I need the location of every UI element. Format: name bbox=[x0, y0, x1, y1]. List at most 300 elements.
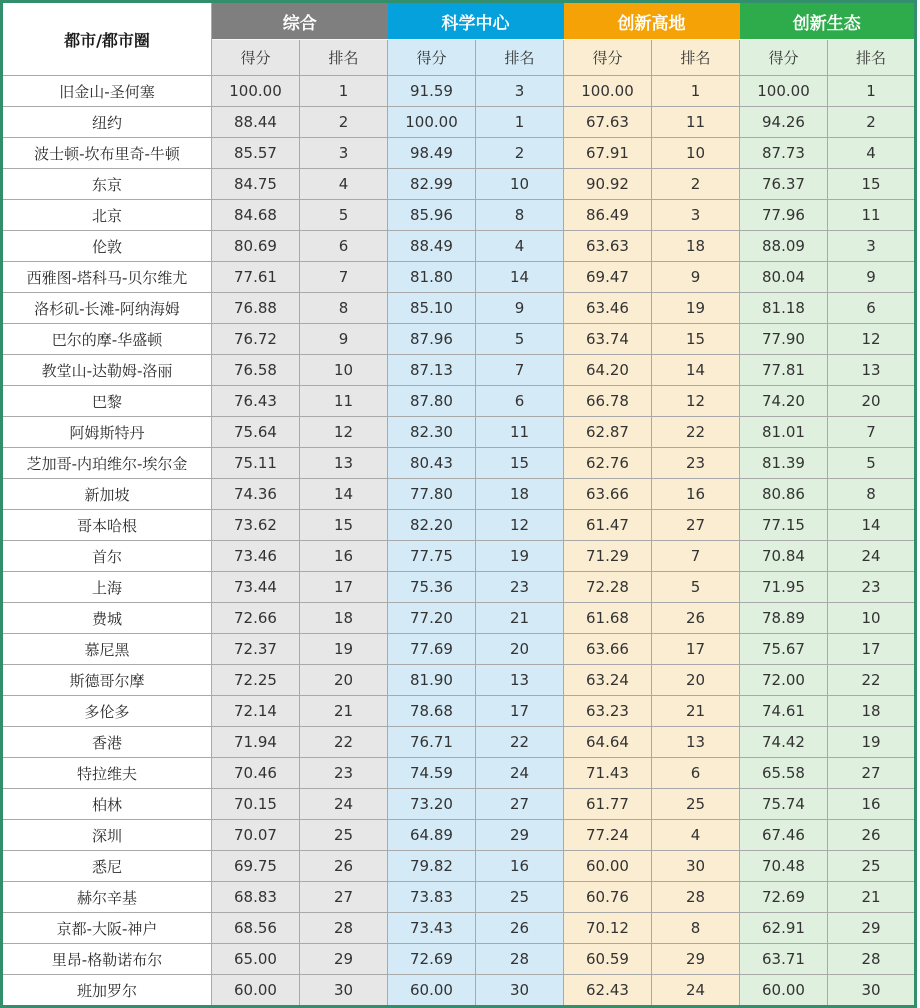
score-cell: 75.11 bbox=[212, 448, 300, 479]
score-cell: 73.62 bbox=[212, 510, 300, 541]
rank-cell: 18 bbox=[828, 696, 916, 727]
rank-cell: 4 bbox=[652, 820, 740, 851]
rank-cell: 11 bbox=[828, 200, 916, 231]
table-row bbox=[2, 417, 916, 448]
rank-cell: 12 bbox=[300, 417, 388, 448]
rank-cell: 17 bbox=[476, 696, 564, 727]
table-row bbox=[2, 603, 916, 634]
score-cell: 76.72 bbox=[212, 324, 300, 355]
score-cell: 98.49 bbox=[388, 138, 476, 169]
table-row bbox=[2, 975, 916, 1007]
score-cell: 91.59 bbox=[388, 76, 476, 107]
corner-header: 都市/都市圈 bbox=[2, 2, 212, 76]
score-cell: 60.76 bbox=[564, 882, 652, 913]
score-cell: 72.69 bbox=[388, 944, 476, 975]
score-cell: 62.43 bbox=[564, 975, 652, 1007]
score-cell: 76.37 bbox=[740, 169, 828, 200]
rank-cell: 25 bbox=[300, 820, 388, 851]
rank-cell: 9 bbox=[476, 293, 564, 324]
rank-cell: 13 bbox=[652, 727, 740, 758]
score-cell: 67.63 bbox=[564, 107, 652, 138]
score-cell: 76.88 bbox=[212, 293, 300, 324]
rank-cell: 7 bbox=[652, 541, 740, 572]
city-cell: 费城 bbox=[2, 603, 212, 634]
table-body bbox=[2, 76, 916, 1007]
subheader-rank: 排名 bbox=[476, 40, 564, 76]
score-cell: 84.75 bbox=[212, 169, 300, 200]
score-cell: 78.89 bbox=[740, 603, 828, 634]
table-row bbox=[2, 107, 916, 138]
score-cell: 72.37 bbox=[212, 634, 300, 665]
rank-cell: 30 bbox=[300, 975, 388, 1007]
score-cell: 63.46 bbox=[564, 293, 652, 324]
rank-cell: 3 bbox=[300, 138, 388, 169]
rank-cell: 29 bbox=[476, 820, 564, 851]
score-cell: 80.86 bbox=[740, 479, 828, 510]
table-row bbox=[2, 789, 916, 820]
subheader-score: 得分 bbox=[388, 40, 476, 76]
rank-cell: 8 bbox=[828, 479, 916, 510]
rank-cell: 9 bbox=[828, 262, 916, 293]
table-row bbox=[2, 851, 916, 882]
score-cell: 74.59 bbox=[388, 758, 476, 789]
rank-cell: 29 bbox=[300, 944, 388, 975]
rank-cell: 18 bbox=[652, 231, 740, 262]
score-cell: 87.73 bbox=[740, 138, 828, 169]
table-row bbox=[2, 944, 916, 975]
score-cell: 69.75 bbox=[212, 851, 300, 882]
score-cell: 60.00 bbox=[212, 975, 300, 1007]
rank-cell: 24 bbox=[828, 541, 916, 572]
score-cell: 85.57 bbox=[212, 138, 300, 169]
rank-cell: 3 bbox=[828, 231, 916, 262]
subheader-rank: 排名 bbox=[652, 40, 740, 76]
rank-cell: 20 bbox=[300, 665, 388, 696]
rank-cell: 16 bbox=[652, 479, 740, 510]
score-cell: 77.20 bbox=[388, 603, 476, 634]
score-cell: 77.90 bbox=[740, 324, 828, 355]
rank-cell: 16 bbox=[476, 851, 564, 882]
score-cell: 76.71 bbox=[388, 727, 476, 758]
rank-cell: 23 bbox=[652, 448, 740, 479]
score-cell: 63.74 bbox=[564, 324, 652, 355]
score-cell: 69.47 bbox=[564, 262, 652, 293]
rank-cell: 27 bbox=[828, 758, 916, 789]
score-cell: 73.44 bbox=[212, 572, 300, 603]
table-row bbox=[2, 200, 916, 231]
city-cell: 京都-大阪-神户 bbox=[2, 913, 212, 944]
score-cell: 66.78 bbox=[564, 386, 652, 417]
city-cell: 西雅图-塔科马-贝尔维尤 bbox=[2, 262, 212, 293]
rank-cell: 27 bbox=[476, 789, 564, 820]
rank-cell: 28 bbox=[300, 913, 388, 944]
rank-cell: 9 bbox=[300, 324, 388, 355]
score-cell: 64.20 bbox=[564, 355, 652, 386]
score-cell: 61.77 bbox=[564, 789, 652, 820]
score-cell: 74.36 bbox=[212, 479, 300, 510]
rank-cell: 8 bbox=[300, 293, 388, 324]
rank-cell: 16 bbox=[828, 789, 916, 820]
rank-cell: 10 bbox=[300, 355, 388, 386]
score-cell: 72.28 bbox=[564, 572, 652, 603]
rank-cell: 30 bbox=[476, 975, 564, 1007]
rank-cell: 5 bbox=[300, 200, 388, 231]
rank-cell: 5 bbox=[476, 324, 564, 355]
table-row bbox=[2, 262, 916, 293]
score-cell: 60.00 bbox=[388, 975, 476, 1007]
rank-cell: 11 bbox=[300, 386, 388, 417]
table-row bbox=[2, 541, 916, 572]
score-cell: 88.49 bbox=[388, 231, 476, 262]
rank-cell: 4 bbox=[828, 138, 916, 169]
rank-cell: 22 bbox=[476, 727, 564, 758]
score-cell: 88.09 bbox=[740, 231, 828, 262]
rank-cell: 10 bbox=[828, 603, 916, 634]
rank-cell: 5 bbox=[652, 572, 740, 603]
rank-cell: 25 bbox=[476, 882, 564, 913]
rank-cell: 22 bbox=[652, 417, 740, 448]
score-cell: 82.30 bbox=[388, 417, 476, 448]
score-cell: 77.24 bbox=[564, 820, 652, 851]
score-cell: 80.04 bbox=[740, 262, 828, 293]
score-cell: 90.92 bbox=[564, 169, 652, 200]
score-cell: 77.80 bbox=[388, 479, 476, 510]
rank-cell: 19 bbox=[828, 727, 916, 758]
score-cell: 94.26 bbox=[740, 107, 828, 138]
rank-cell: 27 bbox=[300, 882, 388, 913]
subheader-score: 得分 bbox=[564, 40, 652, 76]
city-cell: 香港 bbox=[2, 727, 212, 758]
score-cell: 77.69 bbox=[388, 634, 476, 665]
city-cell: 里昂-格勒诺布尔 bbox=[2, 944, 212, 975]
group-header-science-center: 科学中心 bbox=[388, 2, 564, 40]
score-cell: 81.90 bbox=[388, 665, 476, 696]
score-cell: 84.68 bbox=[212, 200, 300, 231]
city-cell: 赫尔辛基 bbox=[2, 882, 212, 913]
table-row bbox=[2, 510, 916, 541]
table-row bbox=[2, 386, 916, 417]
rank-cell: 30 bbox=[828, 975, 916, 1007]
rank-cell: 1 bbox=[652, 76, 740, 107]
city-cell: 伦敦 bbox=[2, 231, 212, 262]
score-cell: 65.00 bbox=[212, 944, 300, 975]
city-cell: 芝加哥-内珀维尔-埃尔金 bbox=[2, 448, 212, 479]
score-cell: 70.15 bbox=[212, 789, 300, 820]
score-cell: 67.46 bbox=[740, 820, 828, 851]
city-cell: 波士顿-坎布里奇-牛顿 bbox=[2, 138, 212, 169]
table-row bbox=[2, 758, 916, 789]
rank-cell: 24 bbox=[476, 758, 564, 789]
city-cell: 东京 bbox=[2, 169, 212, 200]
rank-cell: 7 bbox=[476, 355, 564, 386]
rank-cell: 6 bbox=[652, 758, 740, 789]
city-cell: 斯德哥尔摩 bbox=[2, 665, 212, 696]
city-cell: 阿姆斯特丹 bbox=[2, 417, 212, 448]
table-row bbox=[2, 138, 916, 169]
rank-cell: 13 bbox=[476, 665, 564, 696]
city-cell: 悉尼 bbox=[2, 851, 212, 882]
score-cell: 77.15 bbox=[740, 510, 828, 541]
score-cell: 63.66 bbox=[564, 634, 652, 665]
rank-cell: 25 bbox=[652, 789, 740, 820]
score-cell: 85.10 bbox=[388, 293, 476, 324]
score-cell: 70.07 bbox=[212, 820, 300, 851]
rank-cell: 15 bbox=[300, 510, 388, 541]
score-cell: 74.61 bbox=[740, 696, 828, 727]
score-cell: 67.91 bbox=[564, 138, 652, 169]
city-cell: 纽约 bbox=[2, 107, 212, 138]
score-cell: 72.00 bbox=[740, 665, 828, 696]
rank-cell: 18 bbox=[476, 479, 564, 510]
score-cell: 82.20 bbox=[388, 510, 476, 541]
score-cell: 73.20 bbox=[388, 789, 476, 820]
rank-cell: 28 bbox=[828, 944, 916, 975]
score-cell: 78.68 bbox=[388, 696, 476, 727]
city-cell: 哥本哈根 bbox=[2, 510, 212, 541]
score-cell: 60.00 bbox=[740, 975, 828, 1007]
rank-cell: 26 bbox=[652, 603, 740, 634]
rank-cell: 24 bbox=[300, 789, 388, 820]
city-cell: 柏林 bbox=[2, 789, 212, 820]
rank-cell: 9 bbox=[652, 262, 740, 293]
rank-cell: 2 bbox=[300, 107, 388, 138]
rank-cell: 29 bbox=[828, 913, 916, 944]
score-cell: 62.76 bbox=[564, 448, 652, 479]
score-cell: 86.49 bbox=[564, 200, 652, 231]
table-row bbox=[2, 355, 916, 386]
rank-cell: 19 bbox=[300, 634, 388, 665]
score-cell: 74.20 bbox=[740, 386, 828, 417]
score-cell: 75.67 bbox=[740, 634, 828, 665]
score-cell: 60.00 bbox=[564, 851, 652, 882]
rank-cell: 6 bbox=[300, 231, 388, 262]
city-cell: 巴尔的摩-华盛顿 bbox=[2, 324, 212, 355]
table-row bbox=[2, 665, 916, 696]
table-header bbox=[2, 2, 916, 76]
rank-cell: 4 bbox=[300, 169, 388, 200]
score-cell: 68.83 bbox=[212, 882, 300, 913]
score-cell: 64.89 bbox=[388, 820, 476, 851]
table-row bbox=[2, 913, 916, 944]
table-row bbox=[2, 448, 916, 479]
score-cell: 72.14 bbox=[212, 696, 300, 727]
rank-cell: 26 bbox=[828, 820, 916, 851]
score-cell: 80.69 bbox=[212, 231, 300, 262]
score-cell: 76.43 bbox=[212, 386, 300, 417]
rank-cell: 22 bbox=[300, 727, 388, 758]
rank-cell: 3 bbox=[476, 76, 564, 107]
score-cell: 75.64 bbox=[212, 417, 300, 448]
rank-cell: 28 bbox=[476, 944, 564, 975]
rank-cell: 14 bbox=[828, 510, 916, 541]
score-cell: 71.43 bbox=[564, 758, 652, 789]
city-cell: 慕尼黑 bbox=[2, 634, 212, 665]
rank-cell: 1 bbox=[476, 107, 564, 138]
city-cell: 新加坡 bbox=[2, 479, 212, 510]
table-row bbox=[2, 324, 916, 355]
score-cell: 100.00 bbox=[564, 76, 652, 107]
rank-cell: 2 bbox=[652, 169, 740, 200]
rank-cell: 6 bbox=[476, 386, 564, 417]
rank-cell: 15 bbox=[828, 169, 916, 200]
subheader-rank: 排名 bbox=[828, 40, 916, 76]
rank-cell: 19 bbox=[652, 293, 740, 324]
score-cell: 62.91 bbox=[740, 913, 828, 944]
rank-cell: 11 bbox=[652, 107, 740, 138]
score-cell: 70.46 bbox=[212, 758, 300, 789]
table-row bbox=[2, 572, 916, 603]
table-row bbox=[2, 696, 916, 727]
table-row bbox=[2, 76, 916, 107]
group-header-comprehensive: 综合 bbox=[212, 2, 388, 40]
table-row bbox=[2, 293, 916, 324]
rank-cell: 15 bbox=[476, 448, 564, 479]
city-cell: 班加罗尔 bbox=[2, 975, 212, 1007]
table-row bbox=[2, 820, 916, 851]
score-cell: 77.96 bbox=[740, 200, 828, 231]
rank-cell: 29 bbox=[652, 944, 740, 975]
city-cell: 深圳 bbox=[2, 820, 212, 851]
rank-cell: 8 bbox=[476, 200, 564, 231]
rank-cell: 1 bbox=[828, 76, 916, 107]
rank-cell: 20 bbox=[652, 665, 740, 696]
score-cell: 61.47 bbox=[564, 510, 652, 541]
rank-cell: 24 bbox=[652, 975, 740, 1007]
rank-cell: 15 bbox=[652, 324, 740, 355]
table-row bbox=[2, 479, 916, 510]
score-cell: 100.00 bbox=[212, 76, 300, 107]
rank-cell: 2 bbox=[476, 138, 564, 169]
table-row bbox=[2, 727, 916, 758]
score-cell: 62.87 bbox=[564, 417, 652, 448]
table-row bbox=[2, 231, 916, 262]
rank-cell: 14 bbox=[300, 479, 388, 510]
table-row bbox=[2, 882, 916, 913]
rank-cell: 6 bbox=[828, 293, 916, 324]
rank-cell: 30 bbox=[652, 851, 740, 882]
score-cell: 73.43 bbox=[388, 913, 476, 944]
score-cell: 81.01 bbox=[740, 417, 828, 448]
rank-cell: 21 bbox=[476, 603, 564, 634]
subheader-score: 得分 bbox=[212, 40, 300, 76]
score-cell: 81.80 bbox=[388, 262, 476, 293]
score-cell: 63.23 bbox=[564, 696, 652, 727]
rank-cell: 13 bbox=[828, 355, 916, 386]
score-cell: 72.66 bbox=[212, 603, 300, 634]
table-row bbox=[2, 634, 916, 665]
group-header-row bbox=[2, 2, 916, 40]
score-cell: 87.80 bbox=[388, 386, 476, 417]
score-cell: 100.00 bbox=[388, 107, 476, 138]
score-cell: 70.48 bbox=[740, 851, 828, 882]
rank-cell: 17 bbox=[300, 572, 388, 603]
score-cell: 63.71 bbox=[740, 944, 828, 975]
city-cell: 巴黎 bbox=[2, 386, 212, 417]
rank-cell: 11 bbox=[476, 417, 564, 448]
rank-cell: 21 bbox=[652, 696, 740, 727]
rank-cell: 25 bbox=[828, 851, 916, 882]
city-cell: 多伦多 bbox=[2, 696, 212, 727]
score-cell: 80.43 bbox=[388, 448, 476, 479]
group-header-innovation-highland: 创新高地 bbox=[564, 2, 740, 40]
rank-cell: 17 bbox=[828, 634, 916, 665]
rank-cell: 4 bbox=[476, 231, 564, 262]
city-cell: 洛杉矶-长滩-阿纳海姆 bbox=[2, 293, 212, 324]
rank-cell: 18 bbox=[300, 603, 388, 634]
rank-cell: 17 bbox=[652, 634, 740, 665]
rank-cell: 13 bbox=[300, 448, 388, 479]
score-cell: 63.63 bbox=[564, 231, 652, 262]
score-cell: 70.84 bbox=[740, 541, 828, 572]
score-cell: 63.66 bbox=[564, 479, 652, 510]
score-cell: 60.59 bbox=[564, 944, 652, 975]
score-cell: 77.61 bbox=[212, 262, 300, 293]
rank-cell: 7 bbox=[828, 417, 916, 448]
rank-cell: 28 bbox=[652, 882, 740, 913]
rank-cell: 3 bbox=[652, 200, 740, 231]
score-cell: 75.36 bbox=[388, 572, 476, 603]
score-cell: 88.44 bbox=[212, 107, 300, 138]
score-cell: 81.18 bbox=[740, 293, 828, 324]
rank-cell: 16 bbox=[300, 541, 388, 572]
rank-cell: 19 bbox=[476, 541, 564, 572]
score-cell: 82.99 bbox=[388, 169, 476, 200]
rank-cell: 20 bbox=[828, 386, 916, 417]
score-cell: 79.82 bbox=[388, 851, 476, 882]
rank-cell: 12 bbox=[652, 386, 740, 417]
rank-cell: 21 bbox=[300, 696, 388, 727]
rank-cell: 26 bbox=[300, 851, 388, 882]
score-cell: 73.83 bbox=[388, 882, 476, 913]
rank-cell: 21 bbox=[828, 882, 916, 913]
rank-cell: 10 bbox=[476, 169, 564, 200]
score-cell: 85.96 bbox=[388, 200, 476, 231]
rank-cell: 12 bbox=[828, 324, 916, 355]
score-cell: 61.68 bbox=[564, 603, 652, 634]
rank-cell: 1 bbox=[300, 76, 388, 107]
rank-cell: 14 bbox=[476, 262, 564, 293]
table-row bbox=[2, 169, 916, 200]
rank-cell: 27 bbox=[652, 510, 740, 541]
rank-cell: 10 bbox=[652, 138, 740, 169]
score-cell: 68.56 bbox=[212, 913, 300, 944]
city-cell: 教堂山-达勒姆-洛丽 bbox=[2, 355, 212, 386]
city-cell: 特拉维夫 bbox=[2, 758, 212, 789]
score-cell: 64.64 bbox=[564, 727, 652, 758]
score-cell: 72.69 bbox=[740, 882, 828, 913]
rank-cell: 22 bbox=[828, 665, 916, 696]
rank-cell: 5 bbox=[828, 448, 916, 479]
rank-cell: 20 bbox=[476, 634, 564, 665]
rank-cell: 8 bbox=[652, 913, 740, 944]
score-cell: 76.58 bbox=[212, 355, 300, 386]
rank-cell: 2 bbox=[828, 107, 916, 138]
score-cell: 77.81 bbox=[740, 355, 828, 386]
score-cell: 74.42 bbox=[740, 727, 828, 758]
city-cell: 旧金山-圣何塞 bbox=[2, 76, 212, 107]
score-cell: 100.00 bbox=[740, 76, 828, 107]
group-header-innovation-ecosystem: 创新生态 bbox=[740, 2, 916, 40]
score-cell: 71.29 bbox=[564, 541, 652, 572]
score-cell: 81.39 bbox=[740, 448, 828, 479]
rank-cell: 23 bbox=[300, 758, 388, 789]
subheader-rank: 排名 bbox=[300, 40, 388, 76]
score-cell: 73.46 bbox=[212, 541, 300, 572]
city-cell: 北京 bbox=[2, 200, 212, 231]
city-cell: 上海 bbox=[2, 572, 212, 603]
score-cell: 65.58 bbox=[740, 758, 828, 789]
rank-cell: 12 bbox=[476, 510, 564, 541]
